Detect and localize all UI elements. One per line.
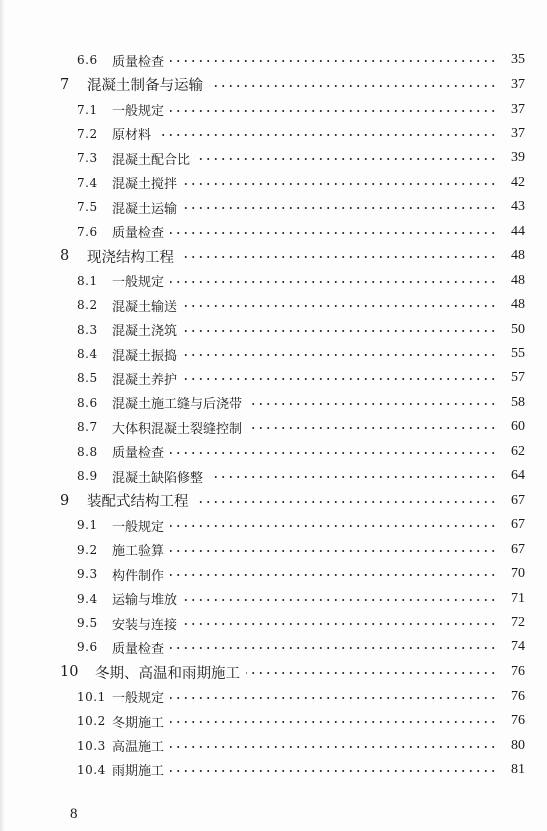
toc-section-row [0, 97, 547, 121]
toc-entry-number: 7.3 [77, 151, 98, 166]
toc-section-row [0, 538, 547, 562]
toc-entry-title: 一般规定 [112, 691, 165, 707]
toc-entry-title: 混凝土养护 [112, 372, 178, 388]
toc-section-row [0, 219, 547, 243]
toc-section-row [0, 48, 547, 72]
toc-dot-leader [170, 647, 497, 649]
toc-entry-title: 高温施工 [112, 740, 165, 756]
toc-entry-number: 7.5 [77, 200, 98, 215]
toc-section-row [0, 146, 547, 170]
toc-section-row [0, 269, 547, 293]
toc-entry-title: 混凝土输送 [112, 299, 178, 315]
toc-page-number: 67 [511, 492, 525, 508]
toc-dot-leader [157, 134, 497, 136]
toc-section-row [0, 342, 547, 366]
toc-dot-leader [183, 305, 497, 307]
toc-entry-title: 装配式结构工程 [87, 494, 189, 511]
toc-page-number: 71 [511, 590, 525, 606]
toc-entry-number: 10.2 [77, 714, 106, 729]
toc-dot-leader [170, 452, 497, 454]
toc-dot-leader [183, 599, 497, 601]
toc-section-row [0, 562, 547, 586]
toc-page-number: 37 [511, 125, 525, 141]
footer-page-number: 8 [70, 806, 78, 822]
toc-entry-title: 混凝土振捣 [112, 348, 178, 364]
toc-section-row [0, 415, 547, 439]
toc-chapter-row [0, 72, 547, 97]
toc-page-number: 55 [511, 346, 525, 362]
toc-page-number: 43 [511, 199, 525, 215]
toc-section-row [0, 685, 547, 709]
toc-entry-number: 7.4 [77, 175, 98, 190]
toc-page-number: 48 [511, 297, 525, 313]
toc-entry-title: 混凝土浇筑 [112, 324, 178, 340]
toc-entry-number: 8.1 [77, 273, 98, 288]
toc-section-row [0, 586, 547, 610]
toc-entry-number: 8.9 [77, 469, 98, 484]
toc-section-row [0, 611, 547, 635]
toc-page-number: 48 [511, 248, 525, 264]
toc-page-number: 81 [511, 761, 525, 777]
toc-entry-number: 9.1 [77, 518, 98, 533]
toc-dot-leader [183, 207, 497, 209]
toc-entry-number: 8.4 [77, 347, 98, 362]
toc-page-number: 60 [511, 419, 525, 435]
toc-entry-title: 安装与连接 [112, 617, 178, 633]
toc-page-number: 64 [511, 468, 525, 484]
toc-entry-number: 10.3 [77, 738, 106, 753]
toc-dot-leader [170, 770, 497, 772]
toc-entry-number: 9.4 [77, 591, 98, 606]
toc-page-number: 37 [511, 76, 525, 92]
toc-dot-leader [170, 281, 497, 283]
toc-page-number: 48 [511, 272, 525, 288]
toc-section-row [0, 733, 547, 757]
table-of-contents [0, 48, 547, 782]
toc-entry-number: 8.3 [77, 322, 98, 337]
toc-entry-number: 8.8 [77, 444, 98, 459]
toc-dot-leader [170, 110, 497, 112]
toc-section-row [0, 709, 547, 733]
toc-dot-leader [183, 378, 497, 380]
toc-page-number: 42 [511, 174, 525, 190]
toc-page-number: 50 [511, 321, 525, 337]
toc-entry-number: 9.3 [77, 567, 98, 582]
toc-section-row [0, 293, 547, 317]
toc-dot-leader [183, 183, 497, 185]
toc-chapter-row [0, 660, 547, 685]
toc-section-row [0, 366, 547, 390]
toc-page-number: 74 [511, 639, 525, 655]
toc-entry-title: 混凝土搅拌 [112, 177, 178, 193]
toc-section-row [0, 513, 547, 537]
toc-section-row [0, 171, 547, 195]
toc-page-number: 44 [511, 223, 525, 239]
toc-dot-leader [180, 256, 497, 258]
toc-entry-title: 质量检查 [112, 641, 165, 657]
toc-entry-title: 大体积混凝土裂缝控制 [112, 421, 243, 437]
toc-section-row [0, 439, 547, 463]
toc-page-number: 39 [511, 150, 525, 166]
toc-entry-number: 9.5 [77, 616, 98, 630]
toc-entry-number: 7.1 [77, 102, 98, 117]
toc-entry-title: 冬期、高温和雨期施工 [95, 665, 240, 682]
toc-entry-number: 9.6 [77, 640, 98, 655]
toc-entry-title: 构件制作 [112, 568, 165, 584]
toc-entry-title: 混凝土制备与运输 [87, 78, 203, 95]
toc-dot-leader [170, 232, 497, 234]
toc-dot-leader [248, 403, 497, 405]
toc-entry-title: 质量检查 [112, 54, 165, 70]
toc-page-number: 37 [511, 101, 525, 117]
toc-entry-number: 10 [60, 664, 79, 681]
toc-entry-number: 10.1 [77, 689, 106, 704]
toc-entry-title: 一般规定 [112, 519, 165, 535]
toc-dot-leader [170, 525, 497, 527]
toc-entry-title: 混凝土缺陷修整 [112, 470, 204, 486]
toc-entry-number: 6.6 [77, 53, 98, 68]
toc-entry-title: 质量检查 [112, 226, 165, 242]
toc-dot-leader [183, 330, 497, 332]
toc-page-number: 76 [511, 664, 525, 680]
toc-dot-leader [170, 746, 497, 748]
toc-page-number: 57 [511, 370, 525, 386]
toc-page-number: 80 [511, 737, 525, 753]
toc-page-number: 67 [511, 541, 525, 557]
toc-section-row [0, 122, 547, 146]
toc-page-number: 62 [511, 443, 525, 459]
toc-entry-title: 一般规定 [112, 275, 165, 291]
toc-dot-leader [183, 623, 497, 625]
toc-entry-number: 9 [60, 492, 70, 509]
toc-entry-title: 现浇结构工程 [87, 249, 174, 266]
toc-page-number: 76 [511, 688, 525, 704]
toc-entry-title: 混凝土配合比 [112, 152, 191, 168]
toc-entry-title: 运输与堆放 [112, 593, 178, 609]
toc-chapter-row [0, 244, 547, 269]
toc-entry-number: 8.2 [77, 298, 98, 313]
toc-section-row [0, 758, 547, 782]
toc-dot-leader [209, 85, 497, 87]
toc-dot-leader [183, 354, 497, 356]
toc-entry-number: 7 [60, 76, 70, 93]
toc-dot-leader [170, 697, 497, 699]
toc-page-number: 67 [511, 517, 525, 533]
toc-dot-leader [170, 550, 497, 552]
toc-section-row [0, 635, 547, 659]
toc-dot-leader [195, 501, 497, 503]
toc-section-row [0, 195, 547, 219]
toc-entry-title: 质量检查 [112, 446, 165, 462]
toc-entry-number: 8.7 [77, 420, 98, 435]
toc-dot-leader [196, 158, 497, 160]
toc-dot-leader [246, 672, 497, 674]
toc-entry-number: 7.2 [77, 126, 98, 141]
toc-entry-title: 混凝土施工缝与后浇带 [112, 397, 243, 413]
toc-dot-leader [209, 476, 497, 478]
toc-page-number: 35 [511, 52, 525, 68]
toc-entry-title: 雨期施工 [112, 764, 165, 780]
toc-dot-leader [170, 60, 497, 62]
toc-entry-title: 原材料 [112, 128, 152, 144]
toc-dot-leader [170, 574, 497, 576]
toc-entry-number: 9.2 [77, 542, 98, 557]
toc-page-number: 70 [511, 566, 525, 582]
toc-section-row [0, 318, 547, 342]
toc-page-number: 58 [511, 394, 525, 410]
toc-entry-number: 10.4 [77, 762, 106, 777]
toc-entry-number: 8 [60, 248, 70, 265]
toc-page-number: 72 [511, 615, 525, 630]
toc-entry-title: 一般规定 [112, 104, 165, 120]
toc-entry-title: 混凝土运输 [112, 201, 178, 217]
toc-entry-number: 8.6 [77, 395, 98, 410]
toc-entry-number: 7.6 [77, 224, 98, 239]
toc-dot-leader [248, 427, 497, 429]
toc-section-row [0, 391, 547, 415]
toc-page-number: 76 [511, 713, 525, 729]
toc-section-row [0, 464, 547, 488]
toc-dot-leader [170, 721, 497, 723]
toc-entry-title: 冬期施工 [112, 715, 165, 731]
toc-chapter-row [0, 488, 547, 513]
toc-entry-number: 8.5 [77, 371, 98, 386]
toc-entry-title: 施工验算 [112, 544, 165, 560]
